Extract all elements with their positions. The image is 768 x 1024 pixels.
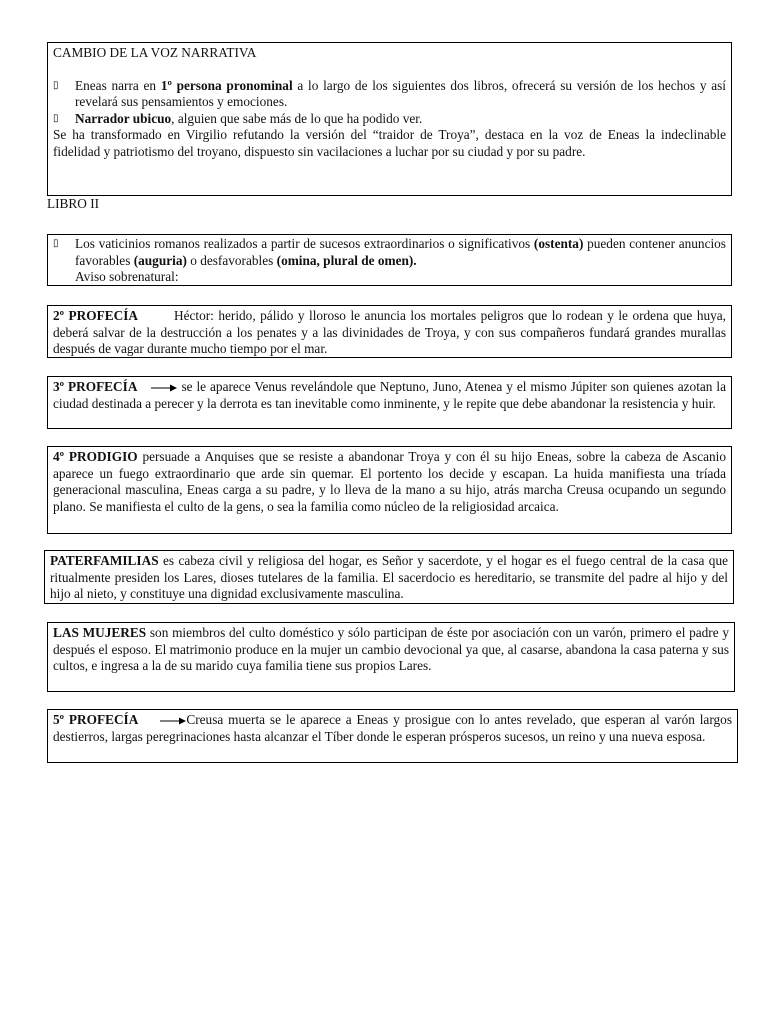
aviso-text: Aviso sobrenatural: (75, 269, 179, 284)
bullet-icon: ▯ (53, 112, 59, 124)
paragraph: Se ha transformado en Virgilio refutando la versión del “traidor de Troya”, destaca en la voz de Eneas la indeclinable fidelidad y patriotismo del troyano, dispuesto sin vacilaciones a luchar por su ciudad y por su padre. (53, 127, 726, 159)
box-heading: PATERFAMILIAS (50, 553, 159, 568)
right-arrow-icon (151, 384, 177, 392)
box-heading: 2º PROFECÍA (53, 308, 138, 323)
paterfamilias-box: PATERFAMILIAS es cabeza civil y religiosa del hogar, es Señor y sacerdote, y el hogar es el fuego central de la casa que ritualmente presiden los Lares, dioses tutelares de la familia. El sacerdocio es hereditario, se transmite del padre al hijo y del hijo al nieto, y constituye una dignidad exclusivamente masculina. (44, 550, 734, 604)
vaticinios-box (47, 234, 732, 286)
profecia-2-box: 2º PROFECÍA Héctor: herido, pálido y lloroso le anuncia los mortales peligros que lo rodean y le ordena que huya, deberá salvar de la destrucción a los penates y a las divinidades de Troya, y con sus compañeros fundará grandes murallas después de vagar durante mucho tiempo por el mar. (47, 305, 732, 358)
profecia-5-box: 5º PROFECÍA Creusa muerta se le aparece a Eneas y prosigue con lo antes revelado, que esperan al varón largos destierros, largas peregrinaciones hasta alcanzar el Tíber donde le esperan prósperos sucesos, un reino y una nueva esposa. (47, 709, 738, 763)
narrative-voice-box (47, 42, 732, 196)
right-arrow-icon (160, 717, 186, 725)
box-heading: LAS MUJERES (53, 625, 147, 640)
section-label: LIBRO II (47, 196, 100, 211)
bullet-item: ▯ Narrador ubicuo, alguien que sabe más de lo que ha podido ver. (53, 110, 423, 126)
bullet-item: ▯ Los vaticinios romanos realizados a partir de sucesos extraordinarios o significativos (ostenta) pueden contener anuncios favorables (auguria) o desfavorables (omina, plural de omen). Aviso sobrenatural: (53, 236, 726, 284)
mujeres-box: LAS MUJERES son miembros del culto doméstico y sólo participan de éste por asociación con un varón, primero el padre y después el esposo. El matrimonio produce en la mujer un cambio devocional ya que, al casarse, abandona la casa paterna y sus cultos, e ingresa a la de su marido cuya familia tiene sus propios Lares. (47, 622, 735, 692)
prodigio-4-box: 4º PRODIGIO persuade a Anquises que se resiste a abandonar Troya y con él su hijo Eneas, sobre la cabeza de Ascanio aparece un fuego extraordinario que arde sin quemar. El portento los decide y escapan. La huida manifiesta una tríada generacional masculina, Eneas carga a su padre, y lo lleva de la mano a su hijo, atrás marcha Creusa ocupando un segundo plano. Se manifiesta el culto de la gens, o sea la familia como núcleo de la religiosidad arcaica. (47, 446, 732, 534)
box-heading: 3º PROFECÍA (53, 379, 138, 394)
bullet-icon: ▯ (53, 238, 59, 249)
section-title: CAMBIO DE LA VOZ NARRATIVA (53, 45, 257, 60)
profecia-3-box: 3º PROFECÍA se le aparece Venus revelándole que Neptuno, Juno, Atenea y el mismo Júpiter son quienes azotan la ciudad destinada a perecer y la derrota es tan inevitable como inminente, y le repite que debe abandonar la resistencia y huir. (47, 376, 732, 429)
box-heading: 4º PRODIGIO (53, 449, 138, 464)
bullet-icon: ▯ (53, 79, 59, 91)
box-heading: 5º PROFECÍA (53, 712, 139, 727)
bullet-item: ▯ Eneas narra en 1º persona pronominal a lo largo de los siguientes dos libros, ofrecerá su versión de los hechos y así revelará sus pensamientos y emociones. (53, 77, 726, 109)
